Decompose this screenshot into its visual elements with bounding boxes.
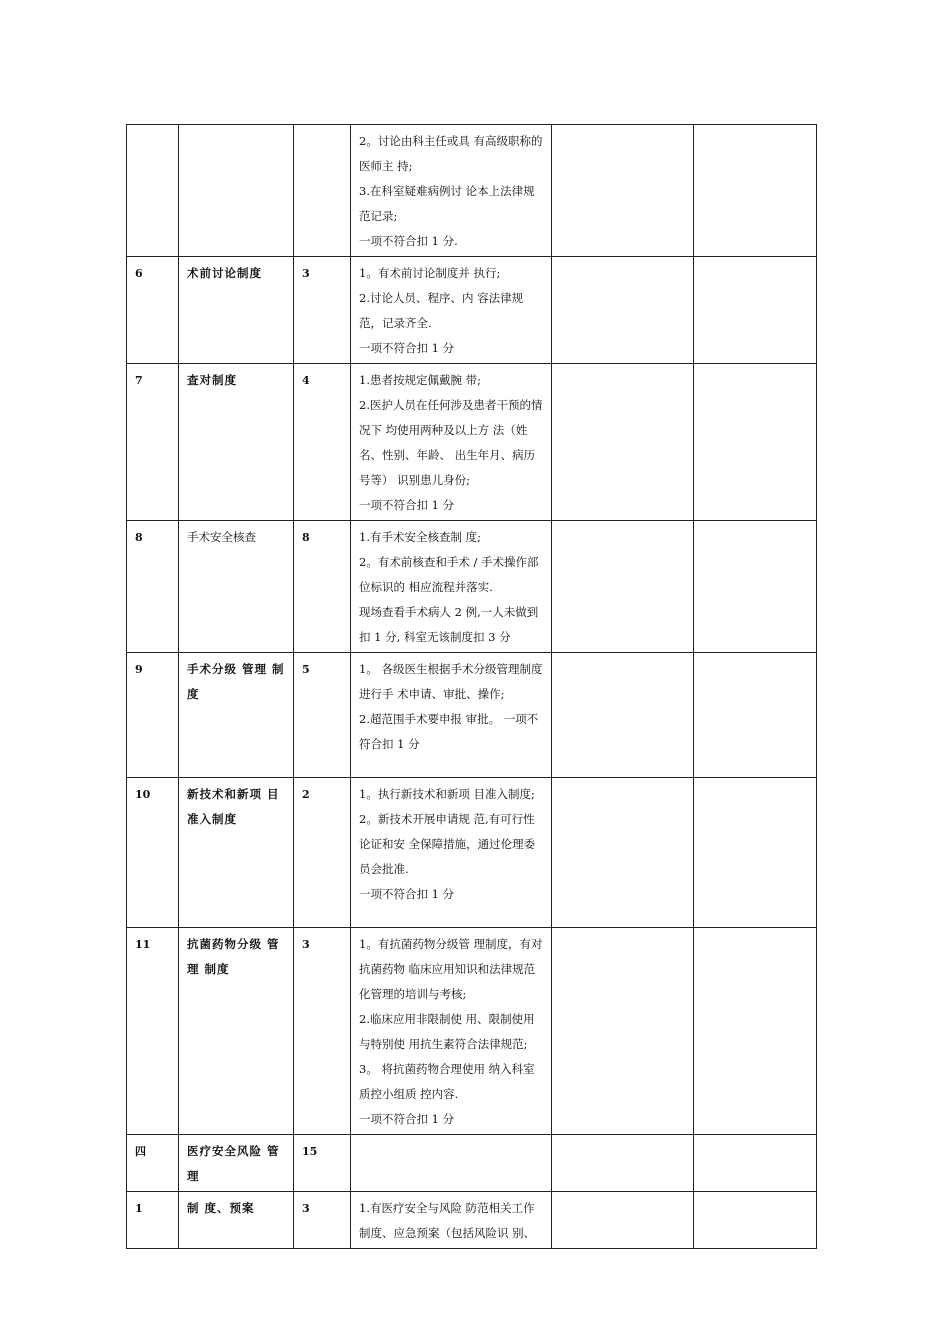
requirement-line: 2.医护人员在任何涉及患者干预的情况下 均使用两种及以上方 法（姓名、性别、年龄、 出生年月、病历号等） 识别患儿身份; <box>359 398 543 487</box>
row-remark-blank <box>694 257 817 364</box>
row-item: 新技术和新项 目准入制度 <box>179 778 294 928</box>
row-number: 11 <box>127 928 179 1135</box>
row-score-blank <box>552 1135 694 1192</box>
row-requirements <box>351 653 552 778</box>
requirement-line: 2.讨论人员、程序、内 容法律规范，记录齐全. <box>359 291 524 330</box>
row-number: 1 <box>127 1192 179 1249</box>
row-score: 5 <box>294 653 351 778</box>
row-item: 医疗安全风险 管理 <box>179 1135 294 1192</box>
row-number <box>127 125 179 257</box>
row-score-blank <box>552 364 694 521</box>
requirement-line: 1。 各级医生根据手术分级管理制度进行手 术申请、审批、操作; <box>359 662 543 701</box>
row-number: 10 <box>127 778 179 928</box>
row-number: 6 <box>127 257 179 364</box>
row-requirements <box>351 125 552 257</box>
evaluation-table-page <box>126 124 816 1249</box>
requirement-line: 2。新技术开展申请规 范,有可行性论证和安 全保障措施，通过伦理委员会批准. <box>359 812 536 876</box>
row-requirements <box>351 928 552 1135</box>
requirement-line: 一项不符合扣 1 分 <box>359 498 455 512</box>
requirement-line: 一项不符合扣 1 分 <box>359 341 455 355</box>
row-item: 查对制度 <box>179 364 294 521</box>
table-row <box>127 364 817 521</box>
evaluation-table <box>126 124 817 1249</box>
row-remark-blank <box>694 1135 817 1192</box>
row-number: 8 <box>127 521 179 653</box>
row-item: 手术安全核查 <box>179 521 294 653</box>
requirement-line: 1.有手术安全核查制 度; <box>359 530 482 544</box>
row-score: 4 <box>294 364 351 521</box>
row-remark-blank <box>694 928 817 1135</box>
row-score-blank <box>552 257 694 364</box>
row-requirements <box>351 1192 552 1249</box>
table-row <box>127 521 817 653</box>
row-number: 9 <box>127 653 179 778</box>
table-row <box>127 928 817 1135</box>
table-row <box>127 1192 817 1249</box>
row-requirements <box>351 257 552 364</box>
requirement-line: 1.患者按规定佩戴腕 带; <box>359 373 482 387</box>
row-score: 3 <box>294 1192 351 1249</box>
row-score: 3 <box>294 257 351 364</box>
row-remark-blank <box>694 364 817 521</box>
row-score-blank <box>552 653 694 778</box>
row-score: 15 <box>294 1135 351 1192</box>
row-score-blank <box>552 521 694 653</box>
table-row <box>127 257 817 364</box>
row-number: 四 <box>127 1135 179 1192</box>
row-item: 抗菌药物分级 管理 制度 <box>179 928 294 1135</box>
row-item: 制 度、预案 <box>179 1192 294 1249</box>
requirement-line: 2.超范围手术要申报 审批。 一项不符合扣 1 分 <box>359 712 539 751</box>
row-item <box>179 125 294 257</box>
table-row <box>127 778 817 928</box>
table-row <box>127 653 817 778</box>
requirement-line: 一项不符合扣 1 分. <box>359 234 458 248</box>
requirement-line: 3.在科室疑难病例讨 论本上法律规范记录; <box>359 184 535 223</box>
row-remark-blank <box>694 521 817 653</box>
row-requirements <box>351 521 552 653</box>
row-item: 手术分级 管理 制度 <box>179 653 294 778</box>
row-score: 2 <box>294 778 351 928</box>
table-row <box>127 125 817 257</box>
requirement-line: 2.临床应用非限制使 用、限制使用与特别使 用抗生素符合法律规范; <box>359 1012 535 1051</box>
row-requirements <box>351 364 552 521</box>
row-score-blank <box>552 1192 694 1249</box>
row-score-blank <box>552 928 694 1135</box>
requirement-line: 现场查看手术病人 2 例,一人未做到扣 1 分, 科室无该制度扣 3 分 <box>359 605 539 644</box>
row-score-blank <box>552 778 694 928</box>
row-remark-blank <box>694 653 817 778</box>
requirement-line: 2。讨论由科主任或具 有高级职称的医师主 持; <box>359 134 543 173</box>
requirement-line: 1。有抗菌药物分级管 理制度，有对抗菌药物 临床应用知识和法律规范 化管理的培训与考核; <box>359 937 543 1001</box>
requirement-line: 3。 将抗菌药物合理使用 纳入科室质控小组质 控内容. <box>359 1062 535 1101</box>
row-remark-blank <box>694 1192 817 1249</box>
requirement-line: 一项不符合扣 1 分 <box>359 1112 455 1126</box>
row-score: 3 <box>294 928 351 1135</box>
row-score: 8 <box>294 521 351 653</box>
requirement-line: 2。有术前核查和手术 / 手术操作部位标识的 相应流程并落实. <box>359 555 539 594</box>
row-number: 7 <box>127 364 179 521</box>
row-remark-blank <box>694 778 817 928</box>
requirement-line: 1.有医疗安全与风险 防范相关工作制度、应急预案（包括风险识 别、 <box>359 1201 536 1240</box>
requirement-line: 1。执行新技术和新项 目准入制度; <box>359 787 535 801</box>
row-requirements <box>351 778 552 928</box>
table-row <box>127 1135 817 1192</box>
row-score-blank <box>552 125 694 257</box>
requirement-line: 一项不符合扣 1 分 <box>359 887 455 901</box>
row-remark-blank <box>694 125 817 257</box>
row-requirements <box>351 1135 552 1192</box>
row-item: 术前讨论制度 <box>179 257 294 364</box>
row-score <box>294 125 351 257</box>
requirement-line: 1。有术前讨论制度并 执行; <box>359 266 501 280</box>
